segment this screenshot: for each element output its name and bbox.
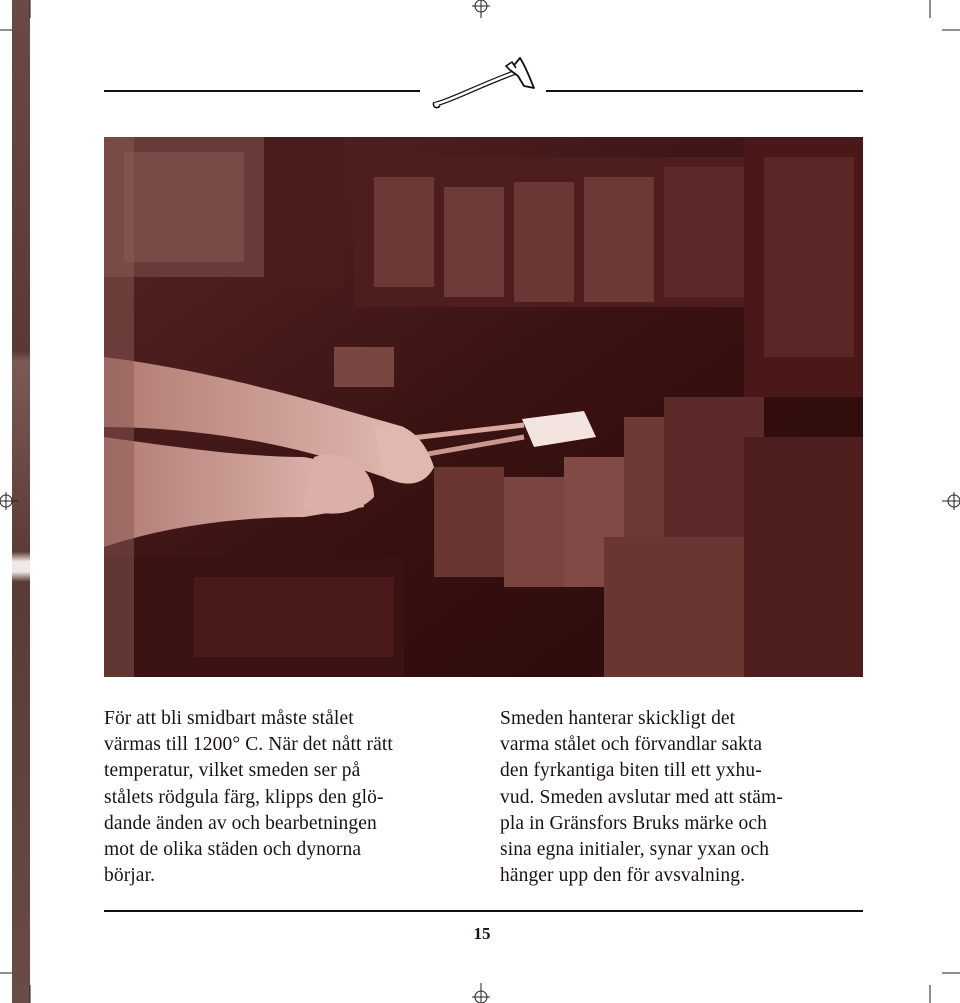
crop-mark-bottom-right xyxy=(928,971,960,1003)
registration-mark-bottom xyxy=(470,983,492,1003)
registration-mark-top xyxy=(470,0,492,20)
header-rule-right xyxy=(546,90,863,92)
page-number: 15 xyxy=(473,924,491,943)
forging-photo xyxy=(104,137,863,677)
header-rule-left xyxy=(104,90,420,92)
body-paragraph-left: För att bli smidbart måste stålet värmas till 1200° C. När det nått rätt temperatur, vilket smeden ser på stålets rödgula färg, klipps den glö- dande änden av och bearbetningen mot de olika städen och dynorna börjar. xyxy=(104,708,393,887)
registration-mark-right xyxy=(940,490,960,512)
crop-mark-bottom-left xyxy=(0,971,32,1003)
body-paragraph-right: Smeden hanterar skickligt det varma stålet och förvandlar sakta den fyrkantiga biten till ett yxhu- vud. Smeden avslutar med att stäm- pla in Gränsfors Bruks märke och sina egna initialer, synar yxan och hänger upp den för avsvalning. xyxy=(500,708,783,887)
axe-icon xyxy=(430,56,540,116)
crop-mark-top-right xyxy=(928,0,960,32)
crop-mark-top-left xyxy=(0,0,32,32)
footer-rule xyxy=(104,910,863,912)
registration-mark-left xyxy=(0,490,20,512)
